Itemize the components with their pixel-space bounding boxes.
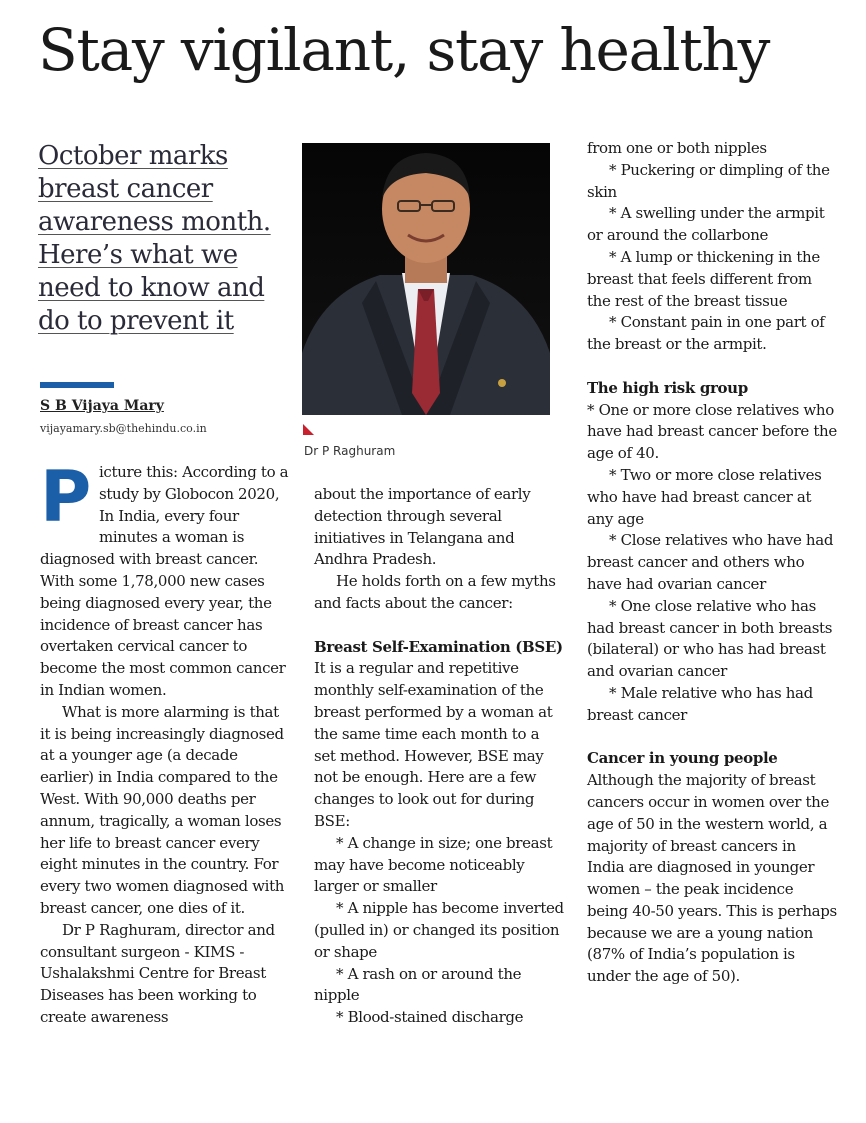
body-column-3 [587, 138, 837, 988]
paragraph: Dr P Raghuram, director and consultant surgeon - KIMS - Ushalakshmi Centre for Breast Diseases has been working to create awareness [40, 920, 275, 1026]
photo-caption: Dr P Raghuram [304, 444, 396, 458]
bullet-item: * A swelling under the armpit or around the collarbone [587, 204, 825, 245]
body-column-1 [40, 456, 290, 1029]
standfirst-line: Here’s what we [38, 240, 238, 270]
author-email: vijayamary.sb@thehindu.co.in [40, 422, 207, 435]
standfirst-line: October marks [38, 141, 228, 171]
bullet-item: * Close relatives who have had breast cancer and others who have had ovarian cancer [587, 531, 834, 593]
headline: Stay vigilant, stay healthy [38, 16, 770, 84]
section-heading-young-people: Cancer in young people [587, 749, 778, 768]
standfirst-line: need to know and [38, 273, 265, 303]
photo-marker [303, 424, 314, 435]
drop-cap: P [40, 456, 91, 538]
bullet-item: * A nipple has become inverted (pulled in) or changed its position or shape [314, 899, 564, 961]
bullet-item: * Constant pain in one part of the breast or the armpit. [587, 313, 825, 354]
body-column-2 [314, 484, 564, 1029]
standfirst [38, 140, 288, 338]
standfirst-line: breast cancer [38, 174, 213, 204]
paragraph: It is a regular and repetitive monthly self-examination of the breast performed by a woman at the same time each month to a set method. However, BSE may not be enough. Here are a few changes to look out for during BSE: [314, 659, 553, 830]
accent-bar [40, 382, 114, 388]
paragraph: icture this: According to a study by Globocon 2020, In India, every four minutes a woman is diagnosed with breast cancer. With some 1,78,000 new cases being diagnosed every year, the incidence of breast cancer has overtaken cervical cancer to become the most common cancer in Indian women. [40, 463, 289, 699]
paragraph: about the importance of early detection through several initiatives in Telangana and Andhra Pradesh. [314, 485, 531, 569]
paragraph: Although the majority of breast cancers occur in women over the age of 50 in the western world, a majority of breast cancers in India are diagnosed in younger women – the peak incidence being 40-50 years. This is perhaps because we are a young nation (87% of India’s population is under the age of 50). [587, 771, 837, 986]
paragraph: He holds forth on a few myths and facts about the cancer: [314, 572, 556, 612]
portrait-illustration [302, 143, 550, 415]
paragraph: from one or both nipples [587, 139, 767, 157]
portrait-photo [302, 143, 550, 415]
bullet-item: * Blood-stained discharge [336, 1008, 524, 1027]
author-byline: S B Vijaya Mary [40, 398, 164, 414]
bullet-item: * Puckering or dimpling of the skin [587, 160, 830, 201]
bullet-item: * One or more close relatives who have had breast cancer before the age of 40. [587, 400, 837, 463]
standfirst-line: do to prevent it [38, 306, 234, 336]
section-heading-high-risk: The high risk group [587, 378, 748, 397]
bullet-item: * A rash on or around the nipple [314, 964, 522, 1005]
bullet-item: * Male relative who has had breast cancer [587, 683, 813, 724]
bullet-item: * A lump or thickening in the breast that feels different from the rest of the breast tissue [587, 247, 820, 310]
section-heading-bse: Breast Self-Examination (BSE) [314, 637, 563, 656]
bullet-item: * One close relative who has had breast cancer in both breasts (bilateral) or who has had breast and ovarian cancer [587, 596, 833, 681]
bullet-item: * A change in size; one breast may have become noticeably larger or smaller [314, 833, 553, 896]
paragraph: What is more alarming is that it is being increasingly diagnosed at a younger age (a decade earlier) in India compared to the West. With 90,000 deaths per annum, tragically, a woman loses her life to breast cancer every eight minutes in the country. For every two women diagnosed with breast cancer, one dies of it. [40, 702, 285, 917]
bullet-item: * Two or more close relatives who have had breast cancer at any age [587, 465, 822, 528]
standfirst-line: awareness month. [38, 207, 271, 237]
